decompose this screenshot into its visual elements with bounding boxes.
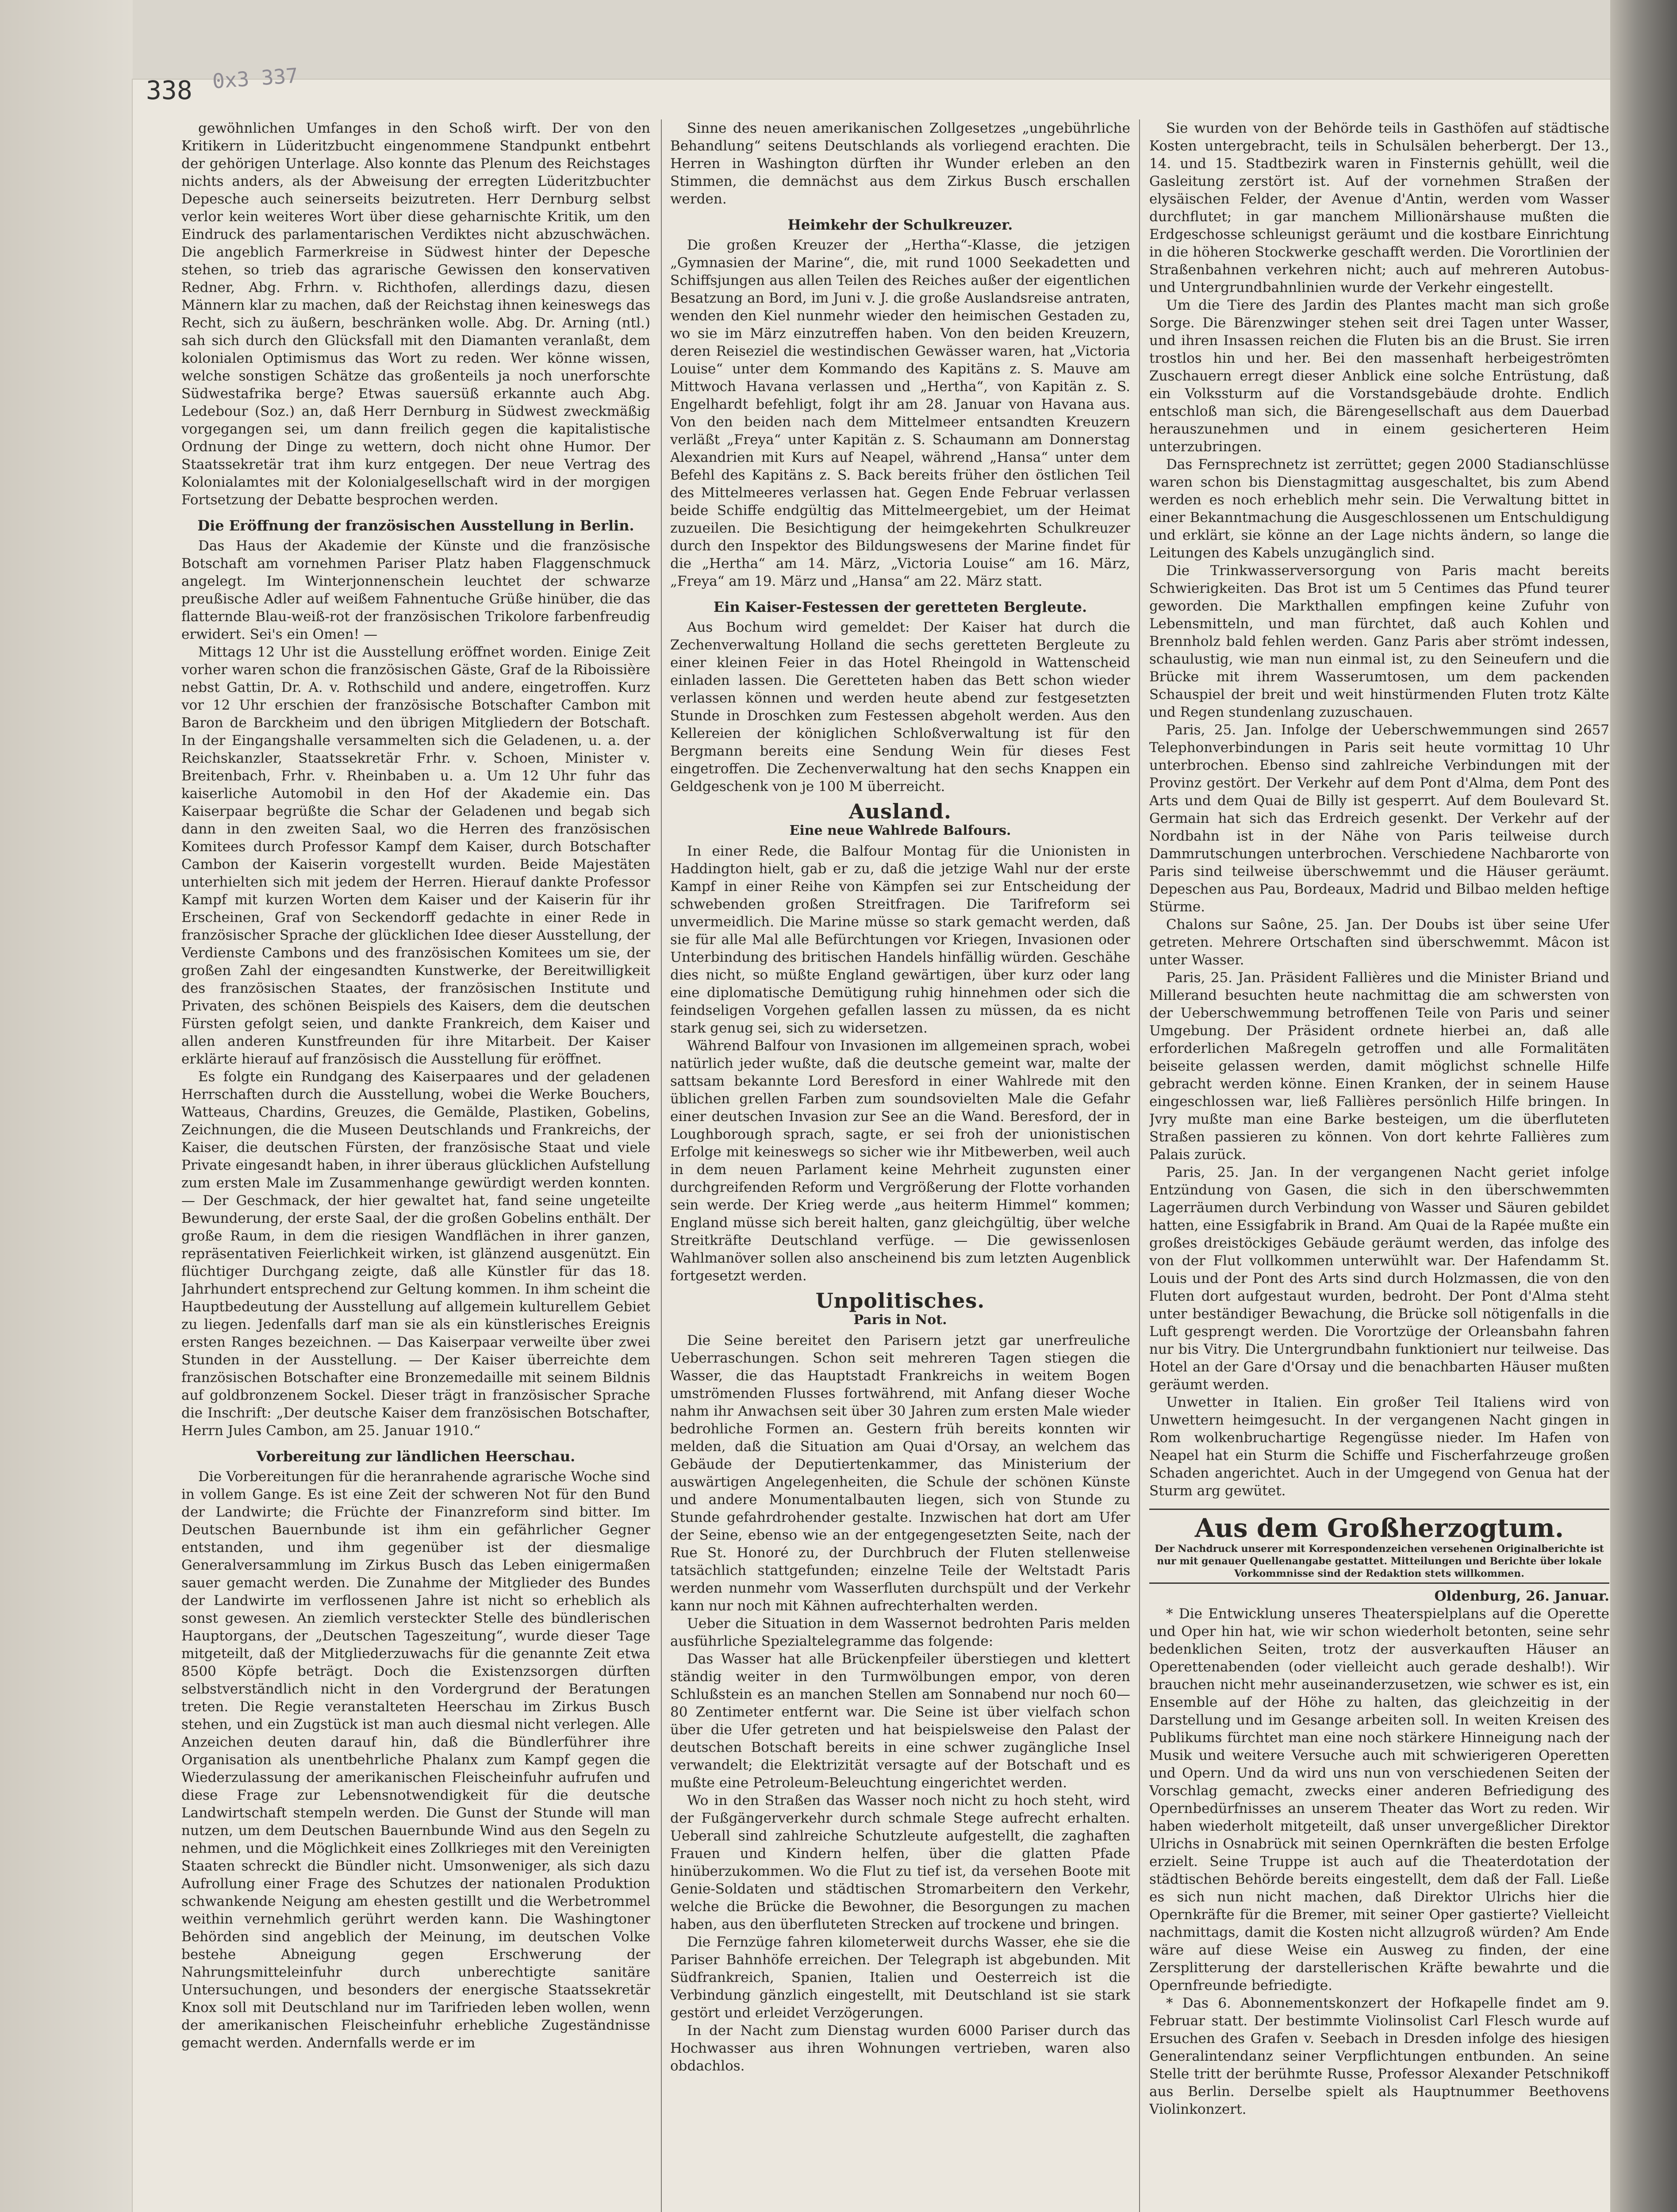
article-subheading: Paris in Not. xyxy=(853,1312,947,1328)
column-rule-2 xyxy=(1139,119,1140,2212)
column-3 xyxy=(1149,119,1609,2212)
paragraph: Das Wasser hat alle Brückenpfeiler überstiegen und klettert ständig weiter in den Turmwölbungen empor, von deren Schlußstein es an manchen Stellen am Sonnabend nur noch 60—80 Zentimeter entfernt war. Die Seine ist über vielfach schon über die Ufer getreten und hat beispielsweise den Palast der deutschen Botschaft bereits in eine schwer zugängliche Insel verwandelt; die Elektrizität versagte auf der Botschaft und es mußte eine Petroleum-Beleuchtung eingerichtet werden. xyxy=(670,1651,1130,1791)
article-heading: Die Eröffnung der französischen Ausstellung in Berlin. xyxy=(197,517,634,534)
paragraph: * Die Entwicklung unseres Theaterspielplans auf die Operette und Oper hin hat, wie wir schon wiederholt betonten, seine sehr bedenklichen Seiten, trotz der ausverkauften Häuser an Operettenabenden (oder vielleicht auch gerade deshalb!). Wir brauchen nicht mehr auseinanderzusetzen, wie schwer es ist, ein Ensemble auf der Höhe zu halten, das gleichzeitig in der Darstellung und im Gesange arbeiten soll. In weiten Kreisen des Publikums fürchtet man eine noch stärkere Hinneigung nach der Musik und weitere Versuche auch mit schwierigeren Operetten und Opern. Und da wird uns nun von verschiedenen Seiten der Vorschlag gemacht, zwecks einer anderen Befriedigung des Opernbedürfnisses an unserem Theater das Wort zu reden. Wir haben wiederholt mitgeteilt, daß unser unvergeßlicher Direktor Ulrichs in Osnabrück mit seinen Opernkräften die besten Erfolge erzielt. Seine Truppe ist auch auf die Theaterdotation der städtischen Behörde bereits eingestellt, dem daß der Fall. Ließe es sich nun nicht machen, daß Direktor Ulrichs hier die Opernkräfte für die Bremer, mit seiner Oper gastierte? Vielleicht nachmittags, damit die Kosten nicht allzugroß würden? Am Ende wäre auf diese Weise ein Ausweg zu finden, der eine Zersplitterung der darstellerischen Kräfte bewahrte und die Opernfreunde befriedigte. xyxy=(1149,1606,1609,1993)
pencil-annotation: 0x3 337 xyxy=(211,63,299,93)
article-heading: Heimkehr der Schulkreuzer. xyxy=(787,216,1013,233)
paragraph: Paris, 25. Jan. Infolge der Ueberschwemmungen sind 2657 Telephonverbindungen in Paris seit heute vormittag 10 Uhr unterbrochen. Ebenso sind zahlreiche Verbindungen mit der Provinz gestört. Der Verkehr auf dem Pont d'Alma, dem Pont des Arts und dem Quai de Billy ist gesperrt. Auf dem Boulevard St. Germain hat sich das Erdreich gesenkt. Der Verkehr auf der Nordbahn ist in der Nähe von Paris teilweise durch Dammrutschungen unterbrochen. Verschiedene Nachbarorte von Paris sind teilweise überschwemmt und die Häuser geräumt. Depeschen aus Pau, Bordeaux, Madrid und Bilbao melden heftige Stürme. xyxy=(1149,722,1609,915)
column-1 xyxy=(181,119,650,2212)
paragraph: * Das 6. Abonnementskonzert der Hofkapelle findet am 9. Februar statt. Der bestimmte Violinsolist Carl Flesch wurde auf Ersuchen des Grafen v. Seebach in Dresden infolge des hiesigen Generalintendanz seiner Verpflichtungen entbunden. An seine Stelle tritt der berühmte Russe, Professor Alexander Petschnikoff aus Berlin. Derselbe spielt als Hauptnummer Beethovens Violinkonzert. xyxy=(1149,1995,1609,2117)
paragraph: Sinne des neuen amerikanischen Zollgesetzes „ungebührliche Behandlung“ seitens Deutschlands als vorliegend erachten. Die Herren in Washington dürften ihr Wunder erleben an den Stimmen, die demnächst aus dem Zirkus Busch erschallen werden. xyxy=(670,120,1130,207)
column-2 xyxy=(670,119,1130,2212)
scan-left-margin xyxy=(0,0,133,2212)
paragraph: Während Balfour von Invasionen im allgemeinen sprach, wobei natürlich jeder wußte, daß die deutsche gemeint war, malte der sattsam bekannte Lord Beresford in einer Wahlrede mit den üblichen grellen Farben zum soundsovielten Male die Gefahr einer deutschen Invasion zur See an die Wand. Beresford, der in Loughborough sprach, sagte, er sei froh der unionistischen Erfolge mit keineswegs so sicher wie ihr Mitbewerben, weil auch in dem neuen Parlament keine Mehrheit zugunsten einer durchgreifenden Reform und Vergrößerung der Flotte vorhanden sein werde. Der Krieg werde „aus heiterm Himmel“ kommen; England müsse sich bereit halten, ganz gleichgültig, über welche Streitkräfte Deutschland verfüge. — Die gewissenlosen Wahlmanöver sollen also anscheinend bis zum letzten Augenblick fortgesetzt werden. xyxy=(670,1038,1130,1284)
paragraph: Die Vorbereitungen für die heranrahende agrarische Woche sind in vollem Gange. Es ist eine Zeit der schweren Not für den Bund der Landwirte; die Früchte der Finanzreform sind bitter. Im Deutschen Bauernbunde ist ihm ein gefährlicher Gegner entstanden, und ihm gegenüber ist der diesmalige Generalversammlung im Zirkus Busch das Leben einigermaßen sauer gemacht werden. Die Zunahme der Mitglieder des Bundes der Landwirte im verflossenen Jahre ist nicht so erheblich als sonst gewesen. An ziemlich versteckter Stelle des bündlerischen Hauptorgans, der „Deutschen Tageszeitung“, wurde dieser Tage mitgeteilt, daß der Mitgliederzuwachs für die genannte Zeit etwa 8500 Köpfe beträgt. Doch die Existenzsorgen dürften selbstverständlich nicht in den Vordergrund der Beratungen treten. Die Regie veranstalteten Heerschau im Zirkus Busch stehen, und ein Zugstück ist man auch diesmal nicht verlegen. Alle Anzeichen deuten darauf hin, daß die Bündlerführer ihre Organisation als unentbehrliche Phalanx zum Kampf gegen die Wiederzulassung der amerikanischen Fleischeinfuhr aufrufen und diese Frage zur Lebensnotwendigkeit für die deutsche Landwirtschaft stempeln werden. Die Gunst der Stunde will man nutzen, um dem Deutschen Bauernbunde Wind aus den Segeln zu nehmen, und die Möglichkeit eines Zollkrieges mit den Vereinigten Staaten schreckt die Bündler nicht. Umsonweniger, als sich dazu Aufrollung einer Frage des Schutzes der nationalen Produktion schwankende Neigung am ehesten gestillt und die Werbetrommel weithin vernehmlich gerührt werden kann. Die Washingtoner Behörden sind angeblich der Meinung, im deutschen Volke bestehe Abneigung gegen Erschwerung der Nahrungsmitteleinfuhr durch unberechtigte sanitäre Untersuchungen, und besonders der energische Staatssekretär Knox soll mit Deutschland nur im Tarifrieden leben wollen, wenn der amerikanischen Fleischeinfuhr erhebliche Zugeständnisse gemacht werden. Andernfalls werde er im xyxy=(181,1469,650,2051)
section-heading-ausland: Ausland. xyxy=(849,799,952,823)
paragraph: Die großen Kreuzer der „Hertha“-Klasse, die jetzigen „Gymnasien der Marine“, die, mit rund 1000 Seekadetten und Schiffsjungen aus allen Teilen des Reiches außer der eigentlichen Besatzung an Bord, im Juni v. J. die große Auslandsreise antraten, wenden den Kiel nunmehr wieder den heimischen Gestaden zu, wo sie im März einzutreffen haben. Von den beiden Kreuzern, deren Reiseziel die westindischen Gewässer waren, hat „Victoria Louise“ unter dem Kommando des Kapitäns z. S. Mauve am Mittwoch Havana verlassen und „Hertha“, von Kapitän z. S. Engelhardt befehligt, folgt ihr am 28. Januar von Havana aus. Von den beiden nach dem Mittelmeer entsandten Kreuzern verläßt „Freya“ unter Kapitän z. S. Schaumann am Donnerstag Alexandrien mit Kurs auf Neapel, während „Hansa“ unter dem Befehl des Kapitäns z. S. Back bereits früher den östlichen Teil des Mittelmeeres verlassen hat. Gegen Ende Februar verlassen beide Schiffe endgültig das Mittelmeergebiet, um der Heimat zuzueilen. Die Besichtigung der heimgekehrten Schulkreuzer durch den Inspektor des Bildungswesens der Marine findet für die „Hertha“ am 14. März, „Victoria Louise“ am 16. März, „Freya“ am 19. März und „Hansa“ am 22. März statt. xyxy=(670,237,1130,589)
section-box-grossherzogtum xyxy=(1149,1509,1609,1584)
paragraph: Es folgte ein Rundgang des Kaiserpaares und der geladenen Herrschaften durch die Ausstellung, wobei die Werke Bouchers, Watteaus, Chardins, Greuzes, die Gemälde, Plastiken, Gobelins, Zeichnungen, die die Museen Deutschlands und Frankreichs, der Kaiser, die deutschen Fürsten, der französische Staat und viele Private eingesandt haben, in ihrer überaus glücklichen Aufstellung zum ersten Male im Zusammenhange gewürdigt werden konnten. — Der Geschmack, der hier gewaltet hat, fand seine ungeteilte Bewunderung, der erste Saal, der die großen Gobelins enthält. Der große Raum, in dem die riesigen Wandflächen in ihrer ganzen, repräsentativen Feierlichkeit wirken, ist glänzend ausgenützt. Ein flüchtiger Durchgang zeigte, daß alle Künstler für das 18. Jahrhundert entsprechend zur Geltung kommen. In ihm scheint die Hauptbedeutung der Ausstellung auf allgemein kulturellem Gebiet zu liegen. Jedenfalls darf man sie als ein künstlerisches Ereignis ersten Ranges bezeichnen. — Das Kaiserpaar verweilte über zwei Stunden in der Ausstellung. — Der Kaiser überreichte dem französischen Botschafter eine Bronzemedaille mit seinem Bildnis auf goldbronzenem Sockel. Dieser trägt in französischer Sprache die Inschrift: „Der deutsche Kaiser dem französischen Botschafter, Herrn Jules Cambon, am 25. Januar 1910.“ xyxy=(181,1069,650,1439)
paragraph: Die Fernzüge fahren kilometerweit durchs Wasser, ehe sie die Pariser Bahnhöfe erreichen. Der Telegraph ist abgebunden. Mit Südfrankreich, Spanien, Italien und Oesterreich ist die Verbindung gänzlich eingestellt, mit Deutschland ist sie stark gestört und erleidet Verzögerungen. xyxy=(670,1934,1130,2021)
paragraph: In einer Rede, die Balfour Montag für die Unionisten in Haddington hielt, gab er zu, daß die jetzige Wahl nur der erste Kampf in einer Reihe von Kämpfen sei zur Entscheidung der schwebenden großen Streitfragen. Die Tarifreform sei unvermeidlich. Die Marine müsse so stark gemacht werden, daß sie für alle Mal alle Befürchtungen vor Kriegen, Invasionen oder Unterbindung des britischen Handels hinfällig würden. Geschähe dies nicht, so müßte England gewärtigen, über kurz oder lang eine diplomatische Demütigung ruhig hinnehmen oder sich die feindseligen Vorgehen gefallen lassen zu müssen, da es nicht stark genug sei, sich zu widersetzen. xyxy=(670,843,1130,1036)
section-heading-unpolitisches: Unpolitisches. xyxy=(815,1289,985,1313)
column-rule-1 xyxy=(661,119,662,2212)
dateline: Oldenburg, 26. Januar. xyxy=(1434,1588,1609,1604)
reprint-notice: Der Nachdruck unserer mit Korrespondenzeichen versehenen Originalberichte ist nur mit genauer Quellenangabe gestattet. Mitteilungen und Berichte über lokale Vorkommnisse sind der Redaktion stets willkommen. xyxy=(1155,1543,1604,1579)
article-subheading: Eine neue Wahlrede Balfours. xyxy=(789,823,1011,838)
paragraph: Paris, 25. Jan. In der vergangenen Nacht geriet infolge Entzündung von Gasen, die sich in den überschwemmten Lagerräumen durch Verbindung von Wasser und Säuren gebildet hatten, eine Essigfabrik in Brand. Am Quai de la Rapée mußte ein großes dreistöckiges Gebäude geräumt werden, das infolge des von der Flut vollkommen unterwühlt war. Der Hafendamm St. Louis und der Pont des Arts sind durch Holzmassen, die von den Fluten dort aufgestaut wurden, bedroht. Der Pont d'Alma steht unter beständiger Bewachung, die Brücke soll nötigenfalls in die Luft gesprengt werden. Die Vorortzüge der Orleansbahn fahren nur bis Vitry. Die Untergrundbahn funktioniert nur teilweise. Das Hotel an der Gare d'Orsay und die benachbarten Häuser mußten geräumt werden. xyxy=(1149,1164,1609,1393)
page-number: 338 xyxy=(146,75,192,105)
paragraph: Unwetter in Italien. Ein großer Teil Italiens wird von Unwettern heimgesucht. In der vergangenen Nacht gingen in Rom wolkenbruchartige Regengüsse nieder. Im Hafen von Neapel hat ein Sturm die Schiffe und Fischerfahrzeuge großen Schaden angerichtet. Auch in der Umgegend von Genua hat der Sturm arg gewütet. xyxy=(1149,1394,1609,1499)
paragraph: Um die Tiere des Jardin des Plantes macht man sich große Sorge. Die Bärenzwinger stehen seit drei Tagen unter Wasser, und ihren Insassen reichen die Fluten bis an die Brust. Sie irren trostlos hin und her. Bei den massenhaft herbeigeströmten Zuschauern erregt dieser Anblick eine solche Entrüstung, daß ein Volkssturm auf die Vorstandsgebäude drohte. Endlich entschloß man sich, die Bärengesellschaft aus dem Dauerbad herauszunehmen und in einem gesicherteren Heim unterzubringen. xyxy=(1149,297,1609,455)
paragraph: Wo in den Straßen das Wasser noch nicht zu hoch steht, wird der Fußgängerverkehr durch schmale Stege aufrecht erhalten. Ueberall sind zahlreiche Schutzleute aufgestellt, die zaghaften Frauen und Kindern helfen, über die glatten Pfade hinüberzukommen. Wo die Flut zu tief ist, da versehen Boote mit Genie-Soldaten und städtischen Stromarbeitern den Verkehr, welche die Brücke die Bewohner, die Besorgungen zu machen haben, aus den überfluteten Strecken auf trockene und bringen. xyxy=(670,1793,1130,1932)
section-heading-grossherzogtum: Aus dem Großherzogtum. xyxy=(1194,1513,1564,1543)
paragraph: Das Fernsprechnetz ist zerrüttet; gegen 2000 Stadianschlüsse waren schon bis Dienstagmittag ausgeschaltet, bis zum Abend werden es noch erheblich mehr sein. Die Verwaltung bittet in einer Bekanntmachung die Ausgeschlossenen um Entschuldigung und erklärt, sie könne an der Lage nichts ändern, so lange die Leitungen des Kabels unzugänglich sind. xyxy=(1149,457,1609,561)
paragraph: Das Haus der Akademie der Künste und die französische Botschaft am vornehmen Pariser Platz haben Flaggenschmuck angelegt. Im Winterjonnenschein leuchtet der schwarze preußische Adler auf weißem Fahnentuche Grüße hinüber, die das flatternde Blau-weiß-rot der französischen Trikolore farbenfreudig erwidert. Sei's ein Omen! — xyxy=(181,538,650,642)
article-heading: Ein Kaiser-Festessen der geretteten Bergleute. xyxy=(713,599,1087,615)
paragraph: gewöhnlichen Umfanges in den Schoß wirft. Der von den Kritikern in Lüderitzbucht eingenommene Standpunkt entbehrt der gehörigen Unterlage. Also konnte das Plenum des Reichstages nichts anders, als der Abweisung der erregten Lüderitzbuchter Depesche auch seinerseits beizutreten. Herr Dernburg selbst verlor kein weiteres Wort über diese geharnischte Kritik, um den Eindruck des parlamentarischen Verdiktes nicht abzuschwächen. Die angeblich Farmerkreise in Südwest hinter der Depesche stehen, so trieb das agrarische Gewissen den konservativen Redner, Abg. Frhrn. v. Richthofen, allerdings dazu, diesen Männern klar zu machen, daß der Reichstag ihnen keineswegs das Recht, sich zu äußern, beschränken wolle. Abg. Dr. Arning (ntl.) sah sich durch den Glücksfall mit den Diamanten veranlaßt, dem kolonialen Optimismus das Wort zu reden. Wer könne wissen, welche sonstigen Schätze das großenteils ja noch unerforschte Südwestafrika berge? Etwas sauersüß erkannte auch Abg. Ledebour (Soz.) an, daß Herr Dernburg in Südwest zweckmäßig vorgegangen sei, um dann freilich gegen die kapitalistische Ordnung der Dinge zu wettern, doch nicht ohne Humor. Der Staatssekretär trat ihm kurz entgegen. Der neue Vertrag des Kolonialamtes mit der Kolonialgesellschaft wird in der morgigen Fortsetzung der Debatte besprochen werden. xyxy=(181,120,650,508)
paragraph: Chalons sur Saône, 25. Jan. Der Doubs ist über seine Ufer getreten. Mehrere Ortschaften sind überschwemmt. Mâcon ist unter Wasser. xyxy=(1149,917,1609,968)
paragraph: Sie wurden von der Behörde teils in Gasthöfen auf städtische Kosten untergebracht, teils in Schulsälen beherbergt. Der 13., 14. und 15. Stadtbezirk waren in Finsternis gehüllt, weil die Gasleitung zerstört ist. Auf der vornehmen Straßen der elysäischen Felder, der Avenue d'Antin, werden vom Wasser durchflutet; in gar manchem Millionärshause mußten die Erdgeschosse schleunigst geräumt und die kostbare Einrichtung in die höheren Stockwerke geschafft werden. Die Vorortlinien der Straßenbahnen verkehren nicht; auch auf mehreren Autobus- und Untergrundbahnlinien wurde der Verkehr eingestellt. xyxy=(1149,120,1609,296)
paragraph: Aus Bochum wird gemeldet: Der Kaiser hat durch die Zechenverwaltung Holland die sechs geretteten Bergleute zu einer kleinen Feier in das Hotel Rheingold in Wattenscheid einladen lassen. Die Geretteten haben das Bett schon wieder verlassen können und werden heute abend zur festgesetzten Stunde in Droschken zum Festessen abgeholt werden. Aus den Kellereien der königlichen Schloßverwaltung ist für den Bergmann bereits eine Sendung Wein für dieses Fest eingetroffen. Die Zechenverwaltung hat den sechs Knappen ein Geldgeschenk von je 100 M überreicht. xyxy=(670,619,1130,795)
article-heading: Vorbereitung zur ländlichen Heerschau. xyxy=(256,1448,576,1465)
paragraph: Ueber die Situation in dem Wassernot bedrohten Paris melden ausführliche Spezialtelegramme das folgende: xyxy=(670,1616,1130,1649)
paragraph: In der Nacht zum Dienstag wurden 6000 Pariser durch das Hochwasser aus ihren Wohnungen vertrieben, waren also obdachlos. xyxy=(670,2023,1130,2074)
paragraph: Mittags 12 Uhr ist die Ausstellung eröffnet worden. Einige Zeit vorher waren schon die französischen Gäste, Graf de la Riboissière nebst Gattin, Dr. A. v. Rothschild und andere, eingetroffen. Kurz vor 12 Uhr erschien der französische Botschafter Cambon mit Baron de Barckheim und den übrigen Mitgliedern der Botschaft. In der Eingangshalle versammelten sich die Geladenen, u. a. der Reichskanzler, Staatssekretär Frhr. v. Schoen, Minister v. Breitenbach, Frhr. v. Rheinbaben u. a. Um 12 Uhr fuhr das kaiserliche Automobil in den Hof der Akademie ein. Das Kaiserpaar begrüßte die Schar der Geladenen und begab sich dann in den zweiten Saal, wo die Herren des französischen Komitees durch Professor Kampf dem Kaiser, durch Botschafter Cambon der Kaiserin vorgestellt wurden. Beide Majestäten unterhielten sich mit jedem der Herren. Hierauf dankte Professor Kampf mit kurzen Worten dem Kaiser und der Kaiserin für ihr Erscheinen, Graf von Seckendorff gedachte in einer Rede in französischer Sprache der glücklichen Idee dieser Ausstellung, der Verdienste Cambons und des französischen Komitees um sie, der großen Zahl der eingesandten Kunstwerke, der Bereitwilligkeit des französischen Staates, der französischen Institute und Privaten, des schönen Beispiels des Kaisers, dem die deutschen Fürsten gefolgt seien, und dankte Frankreich, dem Kaiser und allen anderen Kunstfreunden für ihre Mitarbeit. Der Kaiser erklärte hierauf auf französisch die Ausstellung für eröffnet. xyxy=(181,644,650,1067)
paragraph: Paris, 25. Jan. Präsident Fallières und die Minister Briand und Millerand besuchten heute nachmittag die am schwersten von der Ueberschwemmung betroffenen Teile von Paris und seiner Umgebung. Der Präsident ordnete hierbei an, daß alle erforderlichen Maßregeln getroffen und alle Formalitäten beiseite gelassen werden, damit möglichst schnelle Hilfe gebracht werden könne. Einen Kranken, der in seinem Hause eingeschlossen war, ließ Fallières persönlich Hilfe bringen. In Jvry mußte man eine Barke besteigen, um die überfluteten Straßen passieren zu können. Von dort kehrte Fallières zum Palais zurück. xyxy=(1149,970,1609,1163)
paragraph: Die Trinkwasserversorgung von Paris macht bereits Schwierigkeiten. Das Brot ist um 5 Centimes das Pfund teurer geworden. Die Markthallen empfingen keine Zufuhr von Lebensmitteln, und man fürchtet, daß auch Kohlen und Brennholz bald fehlen werden. Ganz Paris aber strömt indessen, schaulustig, wie man nun einmal ist, zu den Seineufern und die Brücke mit ihrem Wasserumtosen, um dem packenden Schauspiel der breit und weit hinstürmenden Fluten trotz Kälte und Regen stundenlang zuzuschauen. xyxy=(1149,563,1609,720)
paragraph: Die Seine bereitet den Parisern jetzt gar unerfreuliche Ueberraschungen. Schon seit mehreren Tagen stiegen die Wasser, die das Hauptstadt Frankreichs in weitem Bogen umströmenden Flusses fortwährend, mit Anfang dieser Woche nahm ihr Anwachsen seit über 30 Jahren zum ersten Male wieder bedrohliche Formen an. Gestern früh bereits konnten wir melden, daß die Situation am Quai d'Orsay, an welchem das Gebäude der Deputiertenkammer, das Ministerium der auswärtigen Angelegenheiten, die Schule der schönen Künste und andere Monumentalbauten liegen, sich von Stunde zu Stunde gefahrdrohender gestalte. Inzwischen hat dort am Ufer der Seine, ebenso wie an der entgegengesetzten Seite, nach der Rue St. Honoré zu, der Durchbruch der Fluten stellenweise tatsächlich stattgefunden; einzelne Teile der Weltstadt Paris werden nunmehr vom Wasserfluten durchspült und der Verkehr kann nur noch mit Kähnen aufrechterhalten werden. xyxy=(670,1333,1130,1614)
book-binding-edge xyxy=(1610,0,1677,2212)
